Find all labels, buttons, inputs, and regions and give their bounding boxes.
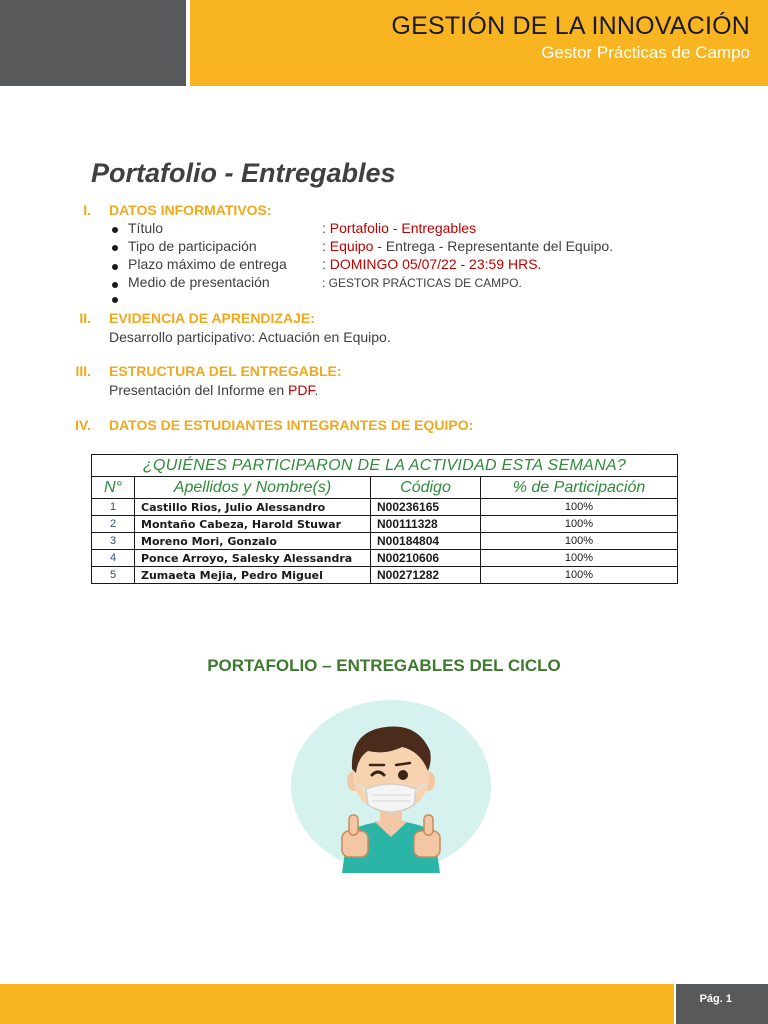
table-row: [92, 499, 678, 516]
section-2-text: Desarrollo participativo: Actuación en Equipo.: [109, 329, 391, 345]
student-name: Castillo Rios, Julio Alessandro: [135, 499, 371, 516]
row-number: 5: [92, 567, 135, 584]
info-value-deadline: : DOMINGO 05/07/22 - 23:59 HRS.: [322, 256, 542, 272]
student-code: N00111328: [371, 516, 481, 533]
participation-percent: 100%: [481, 533, 678, 550]
student-code: N00271282: [371, 567, 481, 584]
info-label-title: Título: [128, 220, 164, 236]
section-3-heading: ESTRUCTURA DEL ENTREGABLE:: [109, 363, 342, 379]
info-value-medium: : GESTOR PRÁCTICAS DE CAMPO.: [322, 276, 522, 290]
page-number: Pág. 1: [699, 993, 732, 1005]
column-header-participation: % de Participación: [481, 477, 678, 499]
participation-percent: 100%: [481, 550, 678, 567]
header-title: GESTIÓN DE LA INNOVACIÓN: [391, 12, 750, 40]
student-name: Moreno Mori, Gonzalo: [135, 533, 371, 550]
masked-boy-thumbs-up-icon: [290, 699, 492, 873]
student-code: N00210606: [371, 550, 481, 567]
column-header-number: N°: [92, 477, 135, 499]
bullet-icon: [112, 297, 118, 303]
section-1-number: I.: [83, 202, 91, 218]
header-banner: [190, 0, 768, 86]
row-number: 3: [92, 533, 135, 550]
bullet-icon: [112, 245, 118, 251]
table-row: [92, 567, 678, 584]
student-name: Zumaeta Mejia, Pedro Miguel: [135, 567, 371, 584]
section-1-heading: DATOS INFORMATIVOS:: [109, 202, 272, 218]
row-number: 2: [92, 516, 135, 533]
table-title: ¿QUIÉNES PARTICIPARON DE LA ACTIVIDAD ESTA SEMANA?: [92, 455, 678, 477]
header-subtitle: Gestor Prácticas de Campo: [541, 43, 750, 62]
team-participation-table: [91, 454, 678, 584]
section-4-heading: DATOS DE ESTUDIANTES INTEGRANTES DE EQUIPO:: [109, 417, 474, 433]
section-3-number: III.: [75, 363, 91, 379]
bullet-icon: [112, 227, 118, 233]
table-row: [92, 516, 678, 533]
student-code: N00236165: [371, 499, 481, 516]
student-name: Montaño Cabeza, Harold Stuwar: [135, 516, 371, 533]
row-number: 1: [92, 499, 135, 516]
student-name: Ponce Arroyo, Salesky Alessandra: [135, 550, 371, 567]
section-4-number: IV.: [75, 417, 91, 433]
participation-percent: 100%: [481, 499, 678, 516]
info-label-medium: Medio de presentación: [128, 274, 270, 290]
footer-banner: [0, 984, 674, 1024]
document-title: Portafolio - Entregables: [91, 158, 396, 188]
section-2-heading: EVIDENCIA DE APRENDIZAJE:: [109, 310, 315, 326]
info-value-participation: : Equipo - Entrega - Representante del Equipo.: [322, 238, 614, 254]
participation-percent: 100%: [481, 516, 678, 533]
bullet-icon: [112, 282, 118, 288]
bullet-icon: [112, 264, 118, 270]
header-gray-block: [0, 0, 186, 86]
info-label-participation: Tipo de participación: [128, 238, 257, 254]
row-number: 4: [92, 550, 135, 567]
column-header-code: Código: [371, 477, 481, 499]
section-2-number: II.: [79, 310, 91, 326]
section-3-text: Presentación del Informe en PDF.: [109, 382, 319, 398]
participation-percent: 100%: [481, 567, 678, 584]
info-label-deadline: Plazo máximo de entrega: [128, 256, 287, 272]
column-header-name: Apellidos y Nombre(s): [135, 477, 371, 499]
cycle-deliverables-heading: PORTAFOLIO – ENTREGABLES DEL CICLO: [207, 656, 561, 675]
student-code: N00184804: [371, 533, 481, 550]
info-value-title: : Portafolio - Entregables: [322, 220, 477, 236]
table-row: [92, 550, 678, 567]
table-row: [92, 533, 678, 550]
